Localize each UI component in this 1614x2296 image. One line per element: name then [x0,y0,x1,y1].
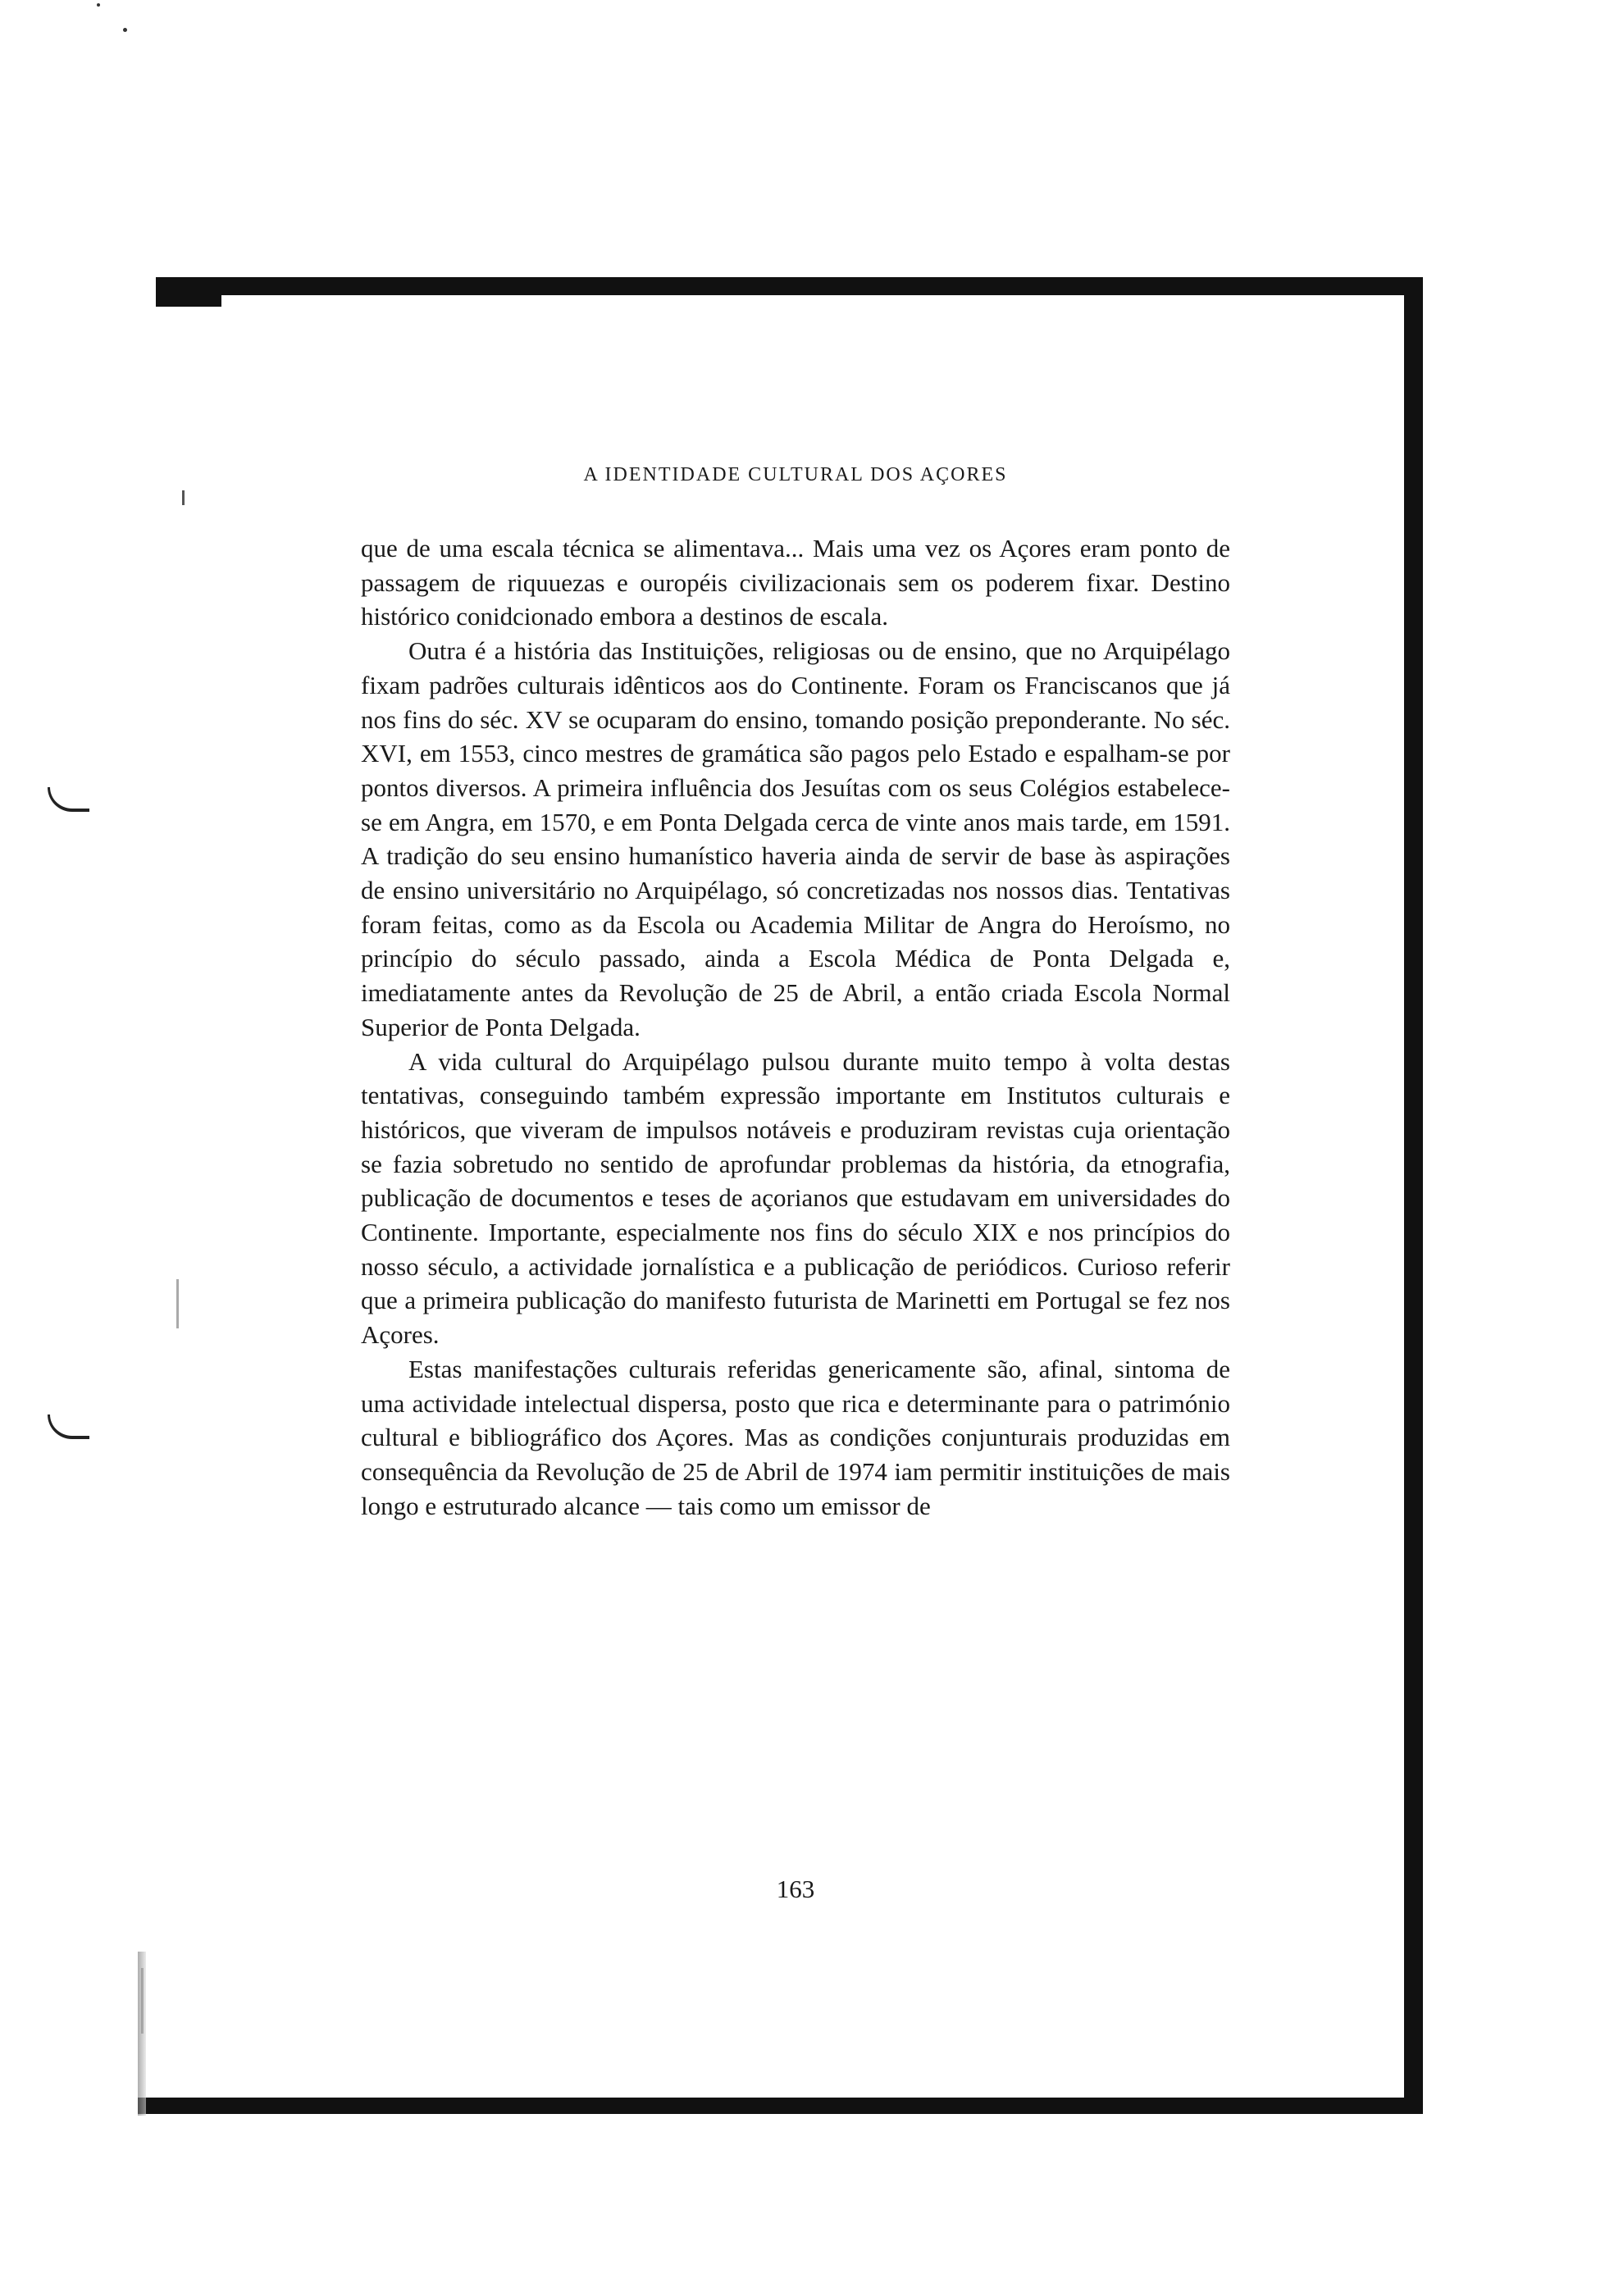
body-text [361,531,1230,1523]
scan-mark [48,787,89,812]
paragraph: Estas manifestações culturais referidas genericamente são, afinal, sintoma de uma actividade intelectual dispersa, posto que rica e determinante para o património cultural e bibliográfico dos Açores. Mas as condições conjunturais produzidas em consequência da Revolução de 25 de Abril de 1974 iam permitir instituições de mais longo e estruturado alcance — tais como um emissor de [361,1354,1230,1520]
running-head: A IDENTIDADE CULTURAL DOS AÇORES [583,464,1008,485]
paragraph: Outra é a história das Instituições, religiosas ou de ensino, que no Arquipélago fixam padrões culturais idênticos aos do Continente. Foram os Franciscanos que já nos fins do séc. XV se ocuparam do ensino, tomando posição preponderante. No séc. XVI, em 1553, cinco mestres de gramática são pagos pelo Estado e espalham-se por pontos diversos. A primeira influência dos Jesuítas com os seus Colégios estabelece-se em Angra, em 1570, e em Ponta Delgada cerca de vinte anos mais tarde, em 1591. A tradição do seu ensino humanístico haveria ainda de servir de base às aspirações de ensino universitário no Arquipélago, só concretizadas nos nossos dias. Tentativas foram feitas, como as da Escola ou Academia Militar de Angra do Heroísmo, no princípio do século passado, ainda a Escola Médica de Ponta Delgada e, imediatamente antes da Revolução de 25 de Abril, a então criada Escola Normal Superior de Ponta Delgada. [361,636,1230,1041]
page-frame-top [156,277,1423,295]
scan-tick [176,1279,179,1328]
scan-mark [48,1414,89,1439]
page-frame-notch [156,295,221,307]
scan-speck [97,3,100,7]
page-frame-shadow [138,1952,146,2116]
page-frame-bottom [138,2098,1423,2114]
paragraph: que de uma escala técnica se alimentava... Mais uma vez os Açores eram ponto de passagem de riquuezas e ouropéis civilizacionais sem os poderem fixar. Destino histórico conidcionado embora a destinos de escala. [361,534,1230,631]
page-number: 163 [776,1875,815,1903]
scan-tick [182,490,185,505]
scan-speck [123,28,127,32]
paragraph: A vida cultural do Arquipélago pulsou durante muito tempo à volta destas tentativas, conseguindo também expressão importante em Institutos culturais e históricos, que viveram de impulsos notáveis e produziram revistas cuja orientação se fazia sobretudo no sentido de aprofundar problemas da história, da etnografia, publicação de documentos e teses de açorianos que estudavam em universidades do Continente. Importante, especialmente nos fins do século XIX e nos princípios do nosso século, a actividade jornalística e a publicação de periódicos. Curioso referir que a primeira publicação do manifesto futurista de Marinetti em Portugal se fez nos Açores. [361,1046,1230,1350]
page-frame-right [1404,277,1423,2114]
